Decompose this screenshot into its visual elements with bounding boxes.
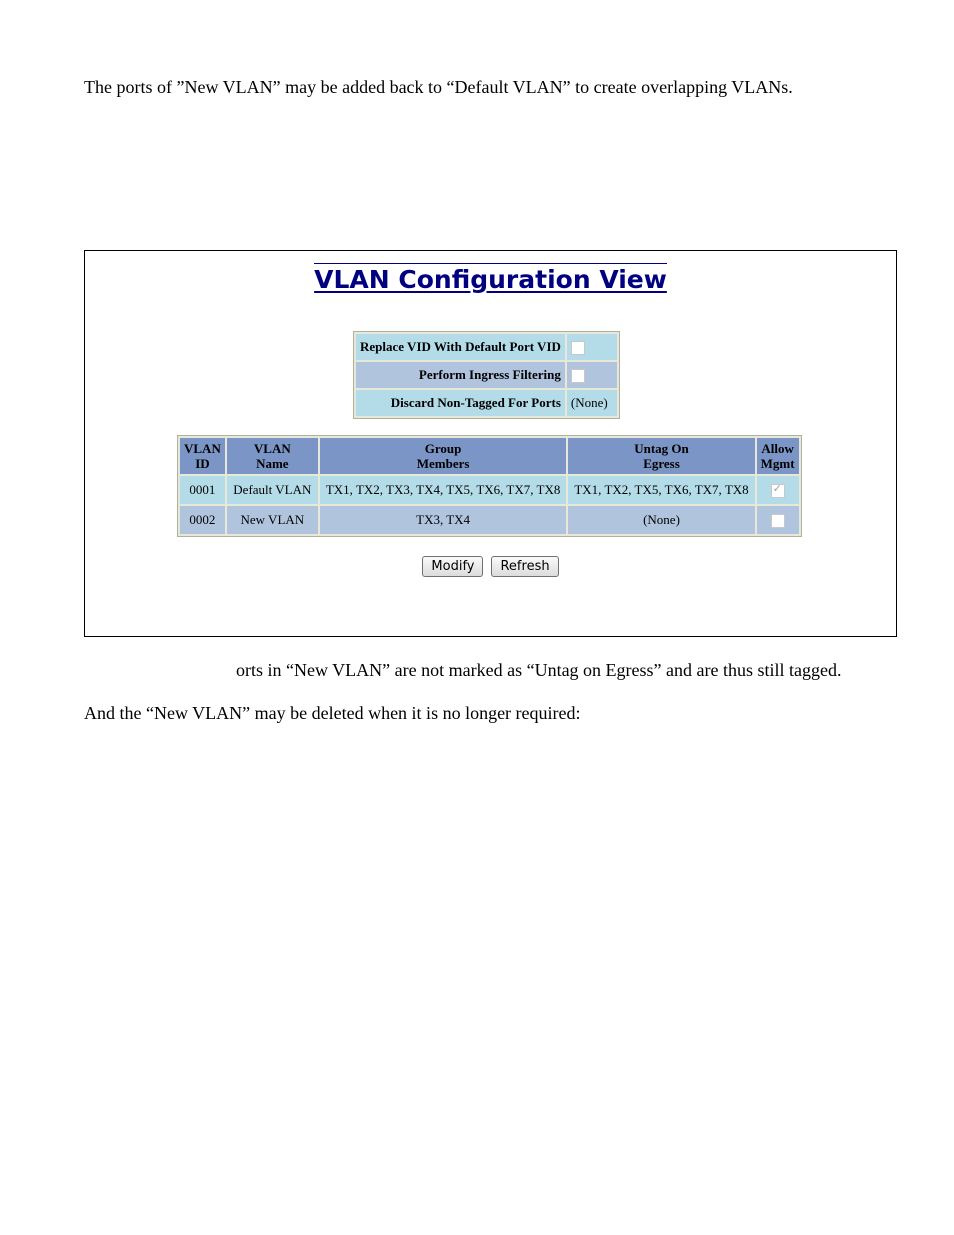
vlan-name-cell: New VLAN [227, 506, 318, 534]
option-row-ingress-filtering [356, 362, 617, 388]
header-line: Untag On [634, 441, 689, 456]
vlan-name-cell: Default VLAN [227, 476, 318, 504]
col-header-group-members [320, 438, 567, 474]
option-row-discard-non-tagged [356, 390, 617, 416]
header-line: Mgmt [760, 456, 795, 471]
page-title-wrap [85, 265, 896, 294]
untag-egress-cell: (None) [568, 506, 754, 534]
group-members-cell: TX3, TX4 [320, 506, 567, 534]
table-row [180, 506, 799, 534]
col-header-vlan-name [227, 438, 318, 474]
vlan-table-header [180, 438, 799, 474]
vlan-id-cell: 0002 [180, 506, 225, 534]
option-label: Perform Ingress Filtering [356, 362, 565, 388]
group-members-cell: TX1, TX2, TX3, TX4, TX5, TX6, TX7, TX8 [320, 476, 567, 504]
col-header-allow-mgmt [757, 438, 799, 474]
allow-mgmt-checkbox[interactable] [771, 514, 785, 528]
modify-button[interactable]: Modify [422, 556, 483, 577]
option-row-replace-vid [356, 334, 617, 360]
untag-egress-cell: TX1, TX2, TX5, TX6, TX7, TX8 [568, 476, 754, 504]
allow-mgmt-cell [757, 476, 799, 504]
replace-vid-checkbox[interactable] [571, 341, 585, 355]
header-line: Members [416, 456, 470, 471]
header-line: VLAN [184, 441, 221, 456]
screenshot-frame [84, 250, 897, 637]
option-value [567, 362, 617, 388]
button-bar [85, 556, 896, 577]
refresh-button[interactable]: Refresh [491, 556, 558, 577]
header-line: Egress [643, 456, 680, 471]
intro-paragraph: The ports of ”New VLAN” may be added back to “Default VLAN” to create overlapping VLANs. [84, 77, 793, 97]
ingress-filtering-checkbox[interactable] [571, 369, 585, 383]
header-line: VLAN [253, 441, 291, 456]
col-header-untag-on-egress [568, 438, 754, 474]
option-label: Discard Non-Tagged For Ports [356, 390, 565, 416]
vlan-id-cell: 0001 [180, 476, 225, 504]
option-value [567, 334, 617, 360]
delete-note-paragraph: And the “New VLAN” may be deleted when it is no longer required: [84, 703, 581, 723]
header-line: ID [195, 456, 210, 471]
tagged-note-paragraph: orts in “New VLAN” are not marked as “Untag on Egress” and are thus still tagged. [236, 660, 842, 680]
discard-non-tagged-value: (None) [567, 390, 617, 416]
allow-mgmt-cell [757, 506, 799, 534]
vlan-options-table [353, 331, 620, 419]
option-label: Replace VID With Default Port VID [356, 334, 565, 360]
page-title: VLAN Configuration View [314, 265, 667, 294]
header-line: Allow [761, 441, 794, 456]
allow-mgmt-checkbox[interactable] [771, 484, 785, 498]
vlan-table [177, 435, 802, 537]
table-row [180, 476, 799, 504]
col-header-vlan-id [180, 438, 225, 474]
header-line: Name [256, 456, 289, 471]
header-line: Group [424, 441, 462, 456]
